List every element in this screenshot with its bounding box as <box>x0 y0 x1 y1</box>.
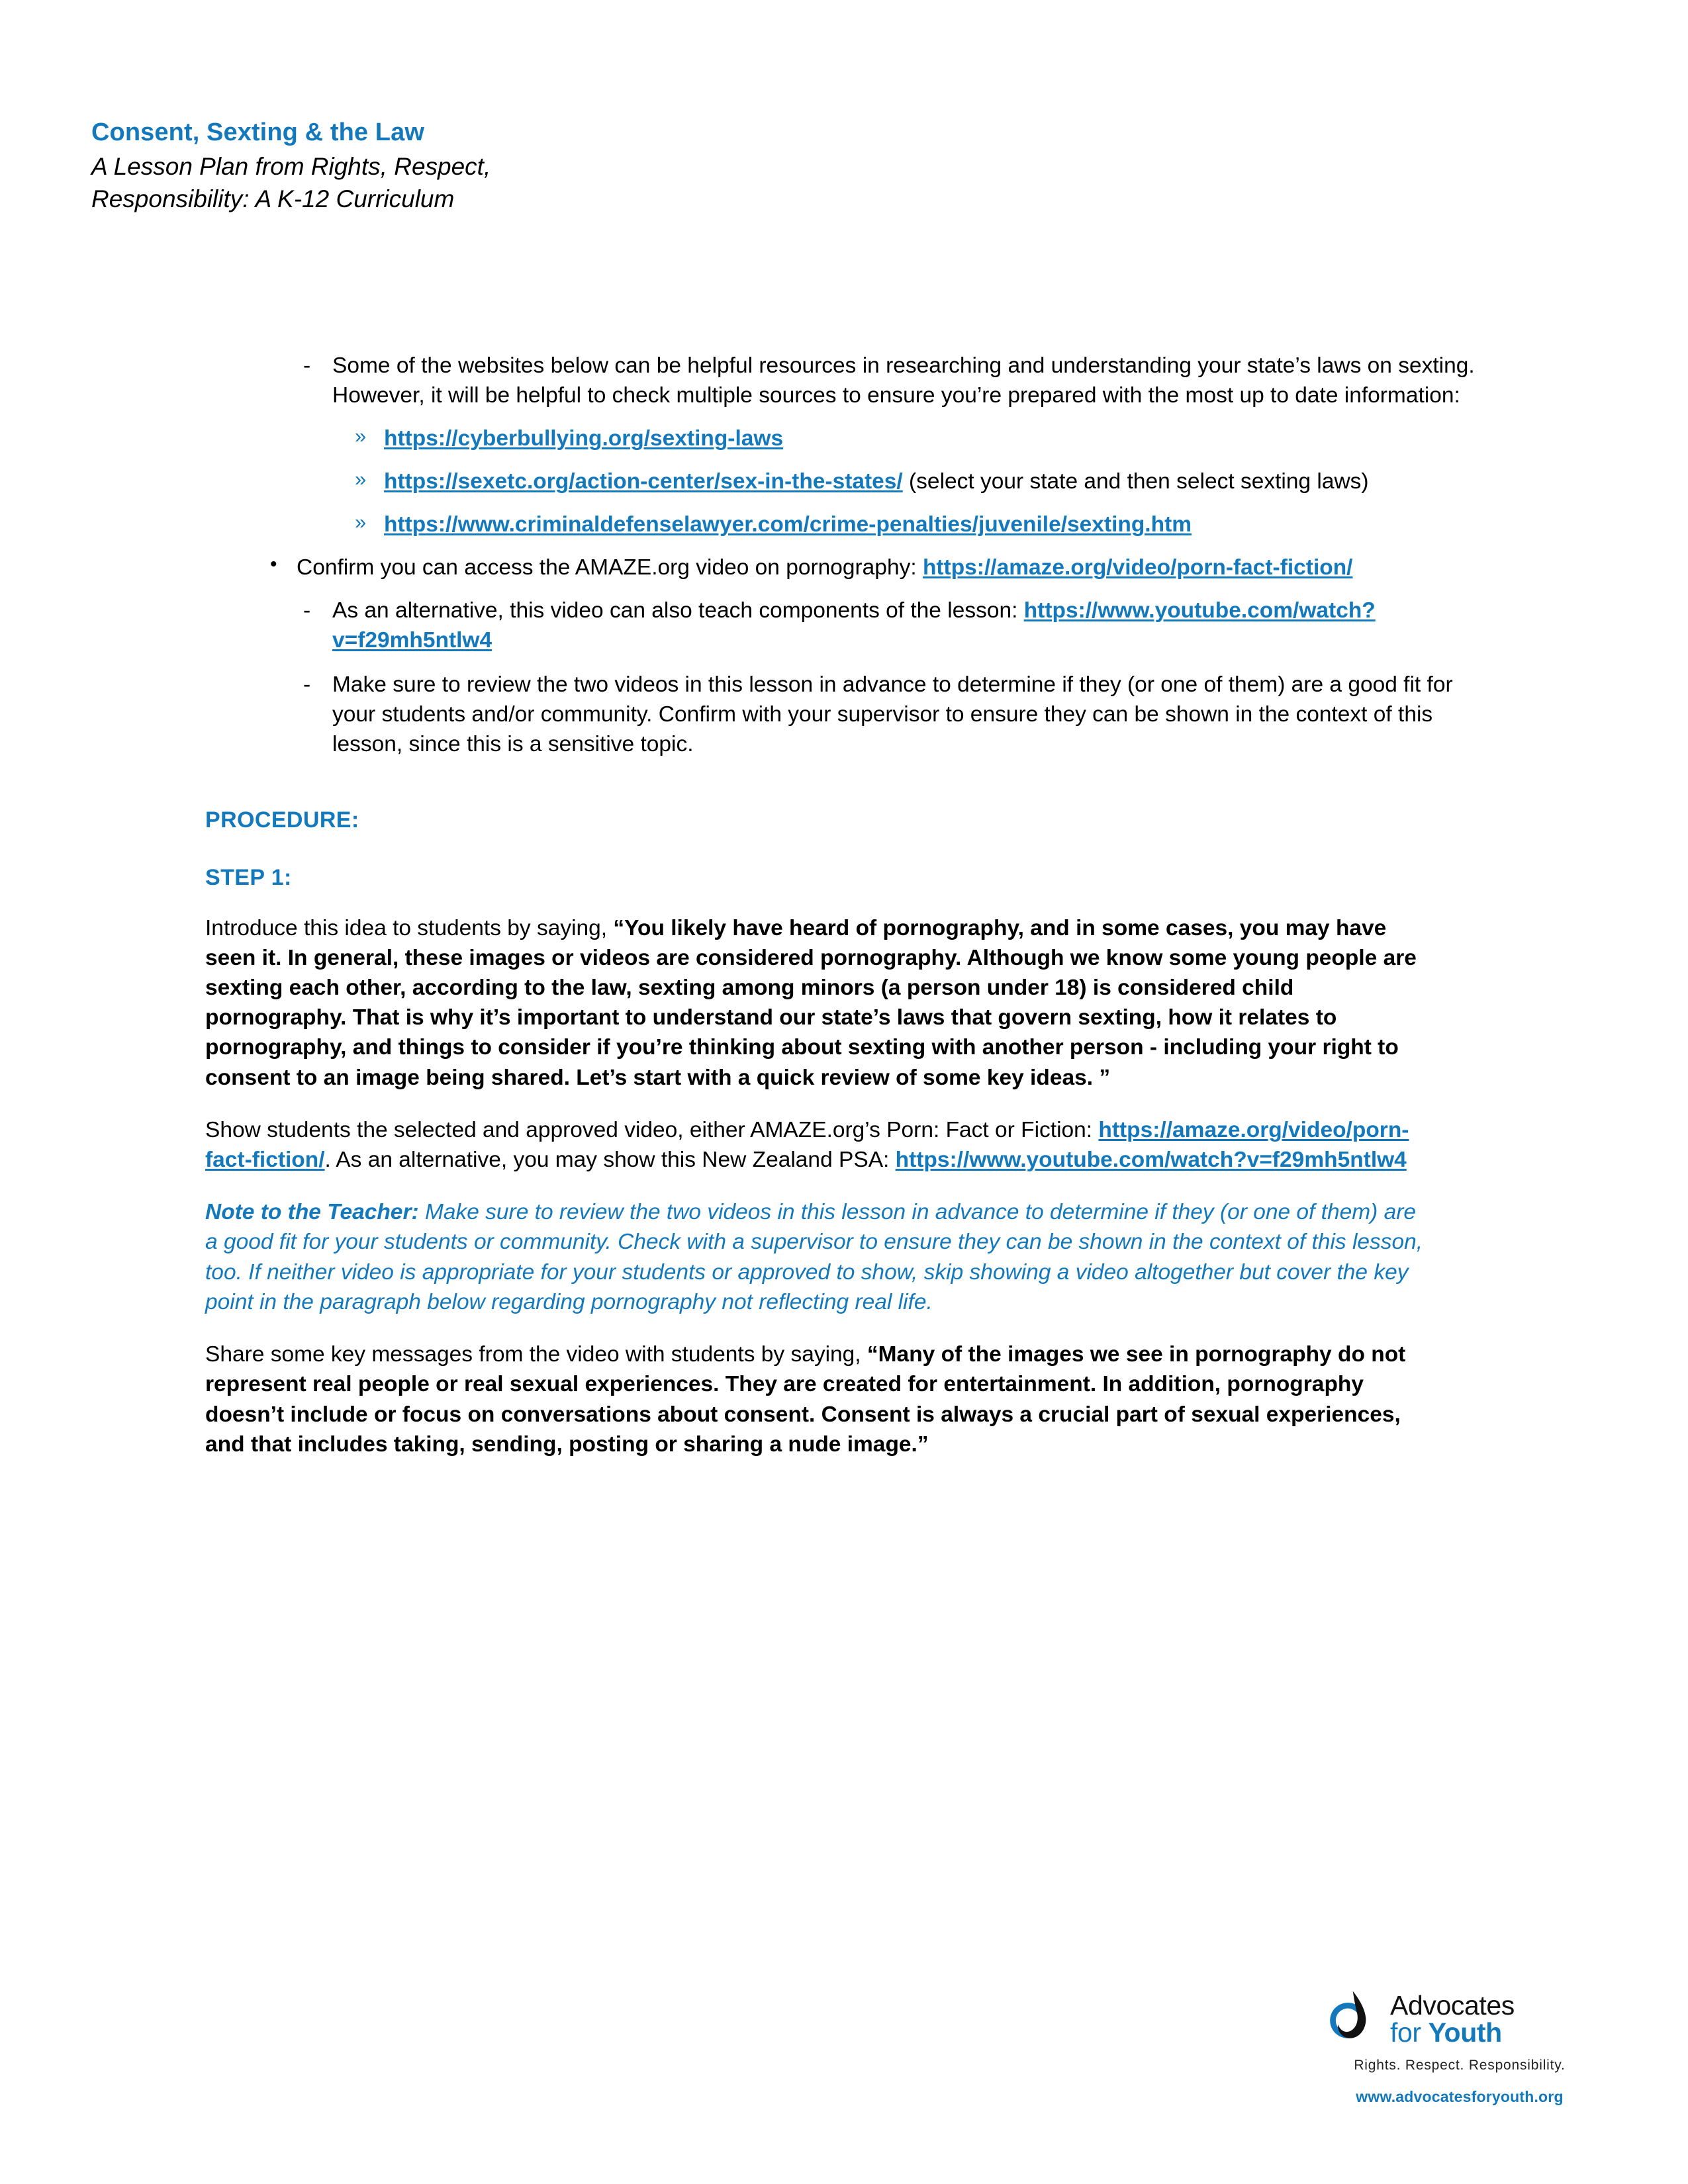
advocates-for-youth-logo-icon <box>1317 1987 1381 2051</box>
list-item <box>298 596 1496 655</box>
guillemet-bullet-icon: » <box>355 467 367 491</box>
share-key-messages-quote: “Many of the images we see in pornography do not represent real people or real sexual experiences. They are created for entertainment. In addition, pornography doesn’t include or focus on conversations about consent. Consent is always a crucial part of sexual experiences, and that includes taking, sending, posting or sharing a nude image.” <box>205 1342 1406 1457</box>
document-subtitle <box>91 151 641 216</box>
guillemet-bullet-icon: » <box>355 510 367 534</box>
show-students-mid: . As an alternative, you may show this New Zealand PSA: <box>324 1148 896 1173</box>
review-videos-text: Make sure to review the two videos in this lesson in advance to determine if they (or one of them) are a good fit for your students and/or community. Confirm with your supervisor to ensure they can be shown in the context of this lesson, since this is a sensitive topic. <box>332 672 1453 757</box>
page-title: Consent, Sexting & the Law <box>91 118 424 146</box>
share-key-messages-paragraph <box>205 1340 1430 1459</box>
share-key-messages-lead: Share some key messages from the video with students by saying, <box>205 1342 867 1367</box>
link-youtube-alternative[interactable]: https://www.youtube.com/watch?v=f29mh5ntlw4 <box>332 598 1376 653</box>
list-item <box>350 424 1496 453</box>
show-students-lead: Show students the selected and approved video, either AMAZE.org’s Porn: Fact or Fiction: <box>205 1117 1099 1142</box>
footer-tagline: Rights. Respect. Responsibility. <box>1354 2058 1566 2073</box>
link-amaze-video[interactable]: https://amaze.org/video/porn-fact-fiction/ <box>922 555 1353 580</box>
link-sexetc-note: (select your state and then select sexting laws) <box>902 469 1369 494</box>
note-to-teacher-body: Make sure to review the two videos in this lesson in advance to determine if they (or one of them) are a good fit for your students or community. Check with a supervisor to ensure they can be shown in the context of this lesson, too. If neither video is appropriate for your students or approved to show, skip showing a video altogether but cover the key point in the paragraph below regarding pornography not reflecting real life. <box>205 1200 1423 1314</box>
logo-line-advocates: Advocates <box>1390 1990 1515 2021</box>
round-bullet-icon: • <box>270 553 277 576</box>
dash-bullet-icon: - <box>303 598 311 623</box>
list-item <box>350 467 1496 496</box>
list-item <box>263 553 1496 582</box>
logo-wordmark <box>1390 1992 1515 2046</box>
step-1-intro-quote: “You likely have heard of pornography, and in some cases, you may have seen it. In general, these images or videos are considered pornography. Although we know some young people are sexting each other, according to the law, sexting among minors (a person under 18) is considered child pornography. That is why it’s important to understand our state’s laws that govern sexting, how it relates to pornography, and things to consider if you’re thinking about sexting with another person - including your right to consent to an image being shared. Let’s start with a quick review of some key ideas. ” <box>205 915 1417 1090</box>
document-subtitle-line1: A Lesson Plan from Rights, Respect, <box>91 152 491 180</box>
confirm-access-text: Confirm you can access the AMAZE.org video on pornography: <box>297 555 923 580</box>
note-to-teacher-label: Note to the Teacher: <box>205 1200 419 1225</box>
dash-bullet-icon: - <box>303 353 311 378</box>
footer-website-url[interactable]: www.advocatesforyouth.org <box>1356 2088 1564 2105</box>
logo-word-for: for <box>1390 2017 1429 2048</box>
logo-word-youth: Youth <box>1428 2017 1502 2048</box>
list-item <box>298 670 1496 759</box>
link-criminaldefenselawyer[interactable]: https://www.criminaldefenselawyer.com/crime-penalties/juvenile/sexting.htm <box>384 512 1192 537</box>
link-amaze-video-2[interactable]: https://amaze.org/video/porn-fact-fiction/ <box>205 1117 1409 1173</box>
logo-row <box>1317 1987 1602 2051</box>
step-1-intro-paragraph <box>205 913 1430 1093</box>
document-subtitle-line2: Responsibility: A K-12 Curriculum <box>91 185 455 212</box>
alternative-video-text: As an alternative, this video can also teach components of the lesson: <box>332 598 1024 623</box>
websites-intro-text: Some of the websites below can be helpful resources in researching and understanding your state’s laws on sexting. However, it will be helpful to check multiple sources to ensure you’re prepared with the most up to date information: <box>332 353 1475 408</box>
dash-bullet-icon: - <box>303 672 311 698</box>
guillemet-bullet-icon: » <box>355 424 367 448</box>
step-1-heading: STEP 1: <box>205 864 292 890</box>
procedure-heading: PROCEDURE: <box>205 807 359 833</box>
logo-line-for-youth <box>1390 2017 1502 2048</box>
link-sexetc[interactable]: https://sexetc.org/action-center/sex-in-the-states/ <box>384 469 903 494</box>
note-to-teacher <box>205 1197 1430 1317</box>
step-1-intro-lead: Introduce this idea to students by saying, <box>205 915 614 940</box>
document-header <box>91 118 1217 215</box>
list-item <box>350 510 1496 539</box>
link-cyberbullying[interactable]: https://cyberbullying.org/sexting-laws <box>384 426 784 451</box>
document-body <box>205 351 1496 1459</box>
link-youtube-psa[interactable]: https://www.youtube.com/watch?v=f29mh5ntlw4 <box>895 1148 1407 1173</box>
list-item <box>298 351 1496 410</box>
show-students-paragraph <box>205 1115 1430 1175</box>
footer-branding <box>1317 1987 1602 2106</box>
